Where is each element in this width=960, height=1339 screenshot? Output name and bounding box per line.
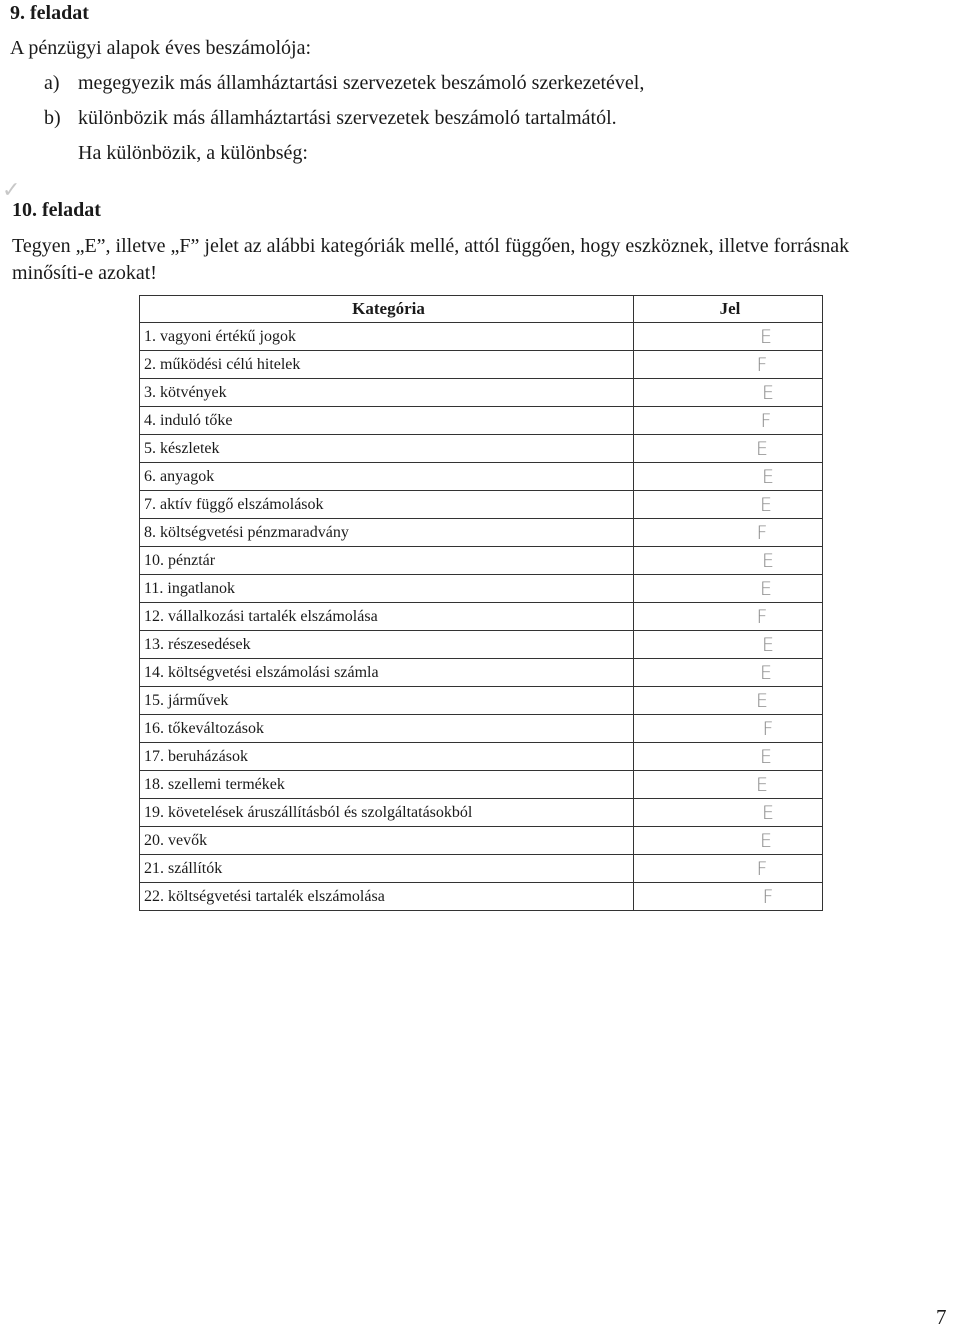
mark-cell — [634, 463, 823, 491]
category-cell — [140, 407, 634, 435]
category-label: 15. járművek — [144, 691, 229, 709]
table-row — [140, 743, 823, 771]
mark-cell — [634, 827, 823, 855]
table-row — [140, 379, 823, 407]
category-label: 14. költségvetési elszámolási számla — [144, 663, 379, 681]
mark-cell — [634, 855, 823, 883]
mark-cell — [634, 631, 823, 659]
mark-cell — [634, 575, 823, 603]
category-cell — [140, 715, 634, 743]
category-label: 12. vállalkozási tartalék elszámolása — [144, 607, 378, 625]
category-label: 18. szellemi termékek — [144, 775, 285, 793]
table-row — [140, 715, 823, 743]
mark-cell — [634, 491, 823, 519]
mark-cell — [634, 603, 823, 631]
category-label: 11. ingatlanok — [144, 579, 235, 597]
task10-instruction-line1: Tegyen „E”, illetve „F” jelet az alábbi kategóriák mellé, attól függően, hogy eszköznek, illetve forrásnak — [12, 235, 850, 257]
mark-cell — [634, 435, 823, 463]
option-marker: a) — [44, 72, 60, 94]
category-label: 10. pénztár — [144, 551, 216, 569]
table-row — [140, 603, 823, 631]
option-text: különbözik más államháztartási szervezetek beszámoló tartalmától. — [78, 107, 617, 129]
handwritten-mark: F — [756, 353, 768, 376]
mark-cell — [634, 379, 823, 407]
handwritten-mark: F — [760, 409, 772, 432]
category-label: 8. költségvetési pénzmaradvány — [144, 523, 349, 541]
table-row — [140, 687, 823, 715]
category-label: 1. vagyoni értékű jogok — [144, 327, 296, 345]
option-marker: b) — [44, 107, 61, 129]
category-cell — [140, 435, 634, 463]
column-header-mark: Jel — [634, 296, 823, 323]
category-label: 13. részesedések — [144, 635, 251, 653]
table-row — [140, 463, 823, 491]
category-cell — [140, 687, 634, 715]
category-cell — [140, 743, 634, 771]
handwritten-mark: E — [755, 689, 768, 712]
handwritten-mark: F — [756, 857, 768, 880]
handwritten-mark: E — [759, 661, 772, 684]
handwritten-mark: E — [761, 549, 774, 572]
category-cell — [140, 855, 634, 883]
category-label: 4. induló tőke — [144, 411, 233, 429]
category-label: 7. aktív függő elszámolások — [144, 495, 324, 513]
mark-cell — [634, 323, 823, 351]
category-cell — [140, 603, 634, 631]
mark-cell — [634, 771, 823, 799]
category-cell — [140, 323, 634, 351]
handwritten-mark: E — [759, 745, 772, 768]
check-mark: ✓ — [2, 178, 21, 203]
category-label: 6. anyagok — [144, 467, 215, 485]
category-label: 21. szállítók — [144, 859, 223, 877]
task10-instruction-line2: minősíti-e azokat! — [12, 262, 157, 284]
page-number: 7 — [936, 1305, 947, 1329]
category-cell — [140, 463, 634, 491]
category-label: 17. beruházások — [144, 747, 248, 765]
table-row — [140, 631, 823, 659]
handwritten-mark: E — [759, 493, 772, 516]
category-cell — [140, 519, 634, 547]
mark-cell — [634, 407, 823, 435]
handwritten-mark: E — [761, 465, 774, 488]
handwritten-mark: F — [762, 717, 774, 740]
category-cell — [140, 351, 634, 379]
category-cell — [140, 575, 634, 603]
handwritten-mark: E — [755, 773, 768, 796]
handwritten-mark: F — [756, 521, 768, 544]
handwritten-mark: F — [756, 605, 768, 628]
category-cell — [140, 827, 634, 855]
table-row — [140, 547, 823, 575]
task9-option-a — [44, 72, 645, 95]
category-cell — [140, 799, 634, 827]
mark-cell — [634, 743, 823, 771]
task9-title: 9. feladat — [10, 2, 89, 24]
mark-cell — [634, 715, 823, 743]
handwritten-mark: F — [762, 885, 774, 908]
category-label: 2. működési célú hitelek — [144, 355, 301, 373]
task9-option-b — [44, 107, 617, 130]
table-row — [140, 855, 823, 883]
category-cell — [140, 659, 634, 687]
mark-cell — [634, 351, 823, 379]
handwritten-mark: E — [755, 437, 768, 460]
table-row — [140, 435, 823, 463]
category-cell — [140, 491, 634, 519]
handwritten-mark: E — [761, 801, 774, 824]
category-cell — [140, 883, 634, 911]
table-row — [140, 575, 823, 603]
category-cell — [140, 379, 634, 407]
table-row — [140, 827, 823, 855]
handwritten-mark: E — [759, 577, 772, 600]
category-label: 16. tőkeváltozások — [144, 719, 264, 737]
handwritten-mark: E — [761, 633, 774, 656]
handwritten-mark: E — [759, 325, 772, 348]
task9-followup: Ha különbözik, a különbség: — [78, 142, 308, 164]
mark-cell — [634, 547, 823, 575]
category-cell — [140, 771, 634, 799]
table-row — [140, 771, 823, 799]
category-label: 20. vevők — [144, 831, 208, 849]
table-row — [140, 491, 823, 519]
mark-cell — [634, 799, 823, 827]
handwritten-mark: E — [761, 381, 774, 404]
classification-table — [139, 295, 823, 911]
mark-cell — [634, 687, 823, 715]
category-label: 3. kötvények — [144, 383, 227, 401]
category-label: 5. készletek — [144, 439, 220, 457]
task9-lead: A pénzügyi alapok éves beszámolója: — [10, 37, 312, 59]
task10-title: 10. feladat — [12, 199, 101, 221]
table-row — [140, 407, 823, 435]
table-row — [140, 323, 823, 351]
mark-cell — [634, 883, 823, 911]
mark-cell — [634, 519, 823, 547]
category-label: 22. költségvetési tartalék elszámolása — [144, 887, 385, 905]
table-row — [140, 883, 823, 911]
category-cell — [140, 547, 634, 575]
table-header-row — [140, 296, 823, 323]
column-header-category: Kategória — [140, 296, 634, 323]
option-text: megegyezik más államháztartási szervezetek beszámoló szerkezetével, — [78, 72, 645, 94]
table-row — [140, 799, 823, 827]
handwritten-mark: E — [759, 829, 772, 852]
category-cell — [140, 631, 634, 659]
table-row — [140, 659, 823, 687]
table-row — [140, 519, 823, 547]
mark-cell — [634, 659, 823, 687]
table-row — [140, 351, 823, 379]
category-label: 19. követelések áruszállításból és szolgáltatásokból — [144, 803, 473, 821]
